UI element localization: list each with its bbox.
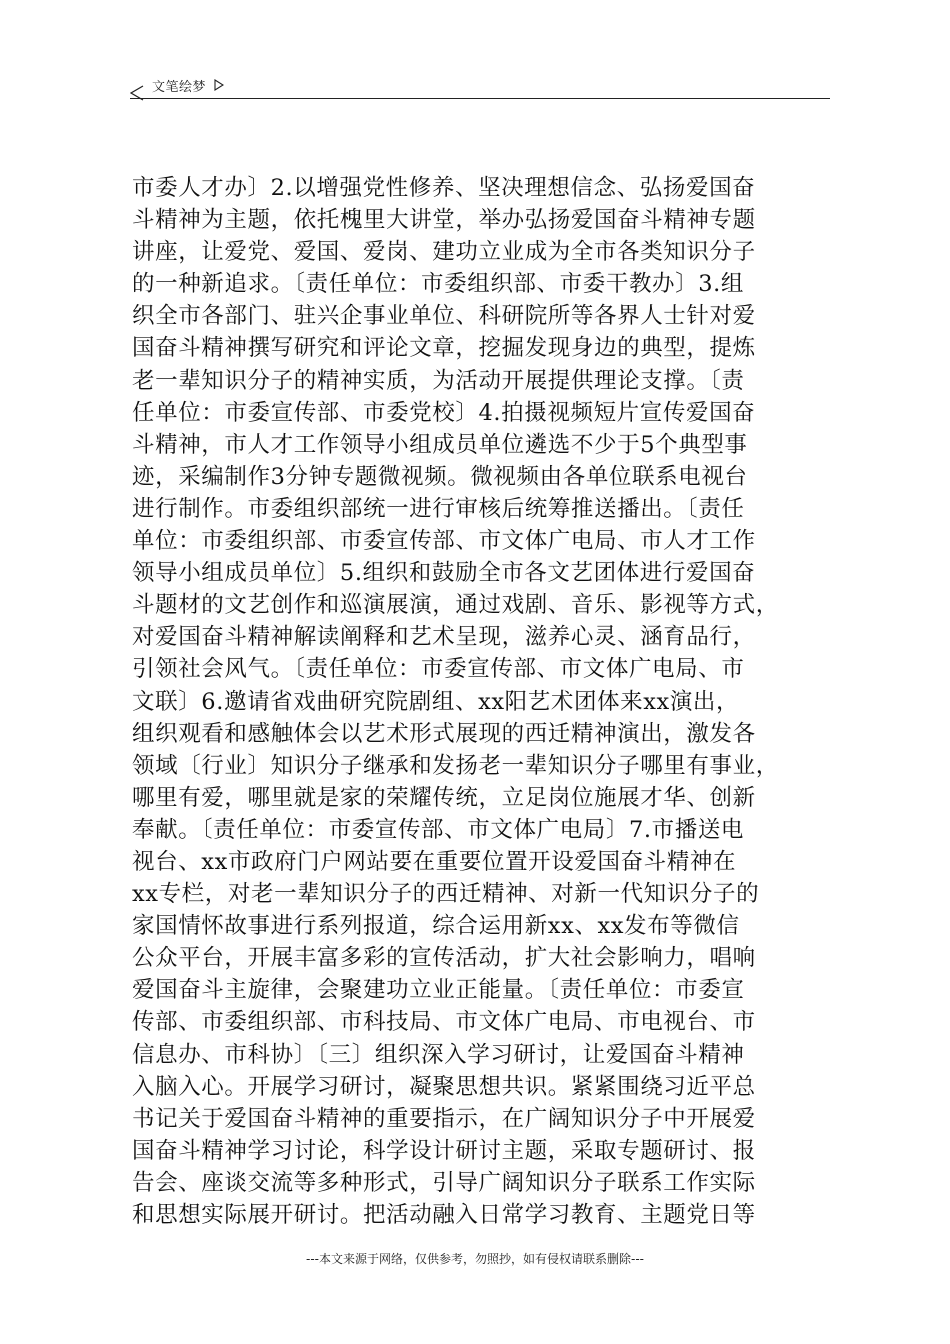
- text-line: 领导小组成员单位〕5.组织和鼓励全市各文艺团体进行爱国奋: [132, 560, 756, 587]
- text-line: 入脑入心。开展学习研讨，凝聚思想共识。紧紧围绕习近平总: [132, 1073, 756, 1100]
- body-text: [132, 172, 836, 1231]
- text-line: 奉献。〔责任单位：市委宣传部、市文体广电局〕7.市播送电: [132, 816, 745, 843]
- text-line: 引领社会风气。〔责任单位：市委宣传部、市文体广电局、市: [132, 656, 745, 683]
- text-line: 市委人才办〕2.以增强党性修养、坚决理想信念、弘扬爱国奋: [132, 175, 756, 201]
- text-line: 爱国奋斗主旋律，会聚建功立业正能量。〔责任单位：市委宣: [132, 977, 745, 1004]
- text-line: 信息办、市科协〕〔三〕组织深入学习研讨，让爱国奋斗精神: [132, 1041, 745, 1068]
- text-line: 斗精神为主题，依托槐里大讲堂，举办弘扬爱国奋斗精神专题: [132, 207, 756, 234]
- text-line: 迹，采编制作3分钟专题微视频。微视频由各单位联系电视台: [132, 463, 748, 490]
- footer-disclaimer: ---本文来源于网络，仅供参考，勿照抄，如有侵权请联系删除---: [306, 1252, 644, 1266]
- page-header: [130, 74, 830, 99]
- text-line: 组织观看和感触体会以艺术形式展现的西迁精神演出，激发各: [132, 720, 756, 747]
- text-line: 织全市各部门、驻兴企事业单位、科研院所等各界人士针对爱: [132, 303, 756, 330]
- text-line: 领域〔行业〕知识分子继承和发扬老一辈知识分子哪里有事业，: [132, 752, 779, 779]
- text-line: 斗题材的文艺创作和巡演展演，通过戏剧、音乐、影视等方式，: [132, 592, 779, 619]
- text-line: 任单位：市委宣传部、市委党校〕4.拍摄视频短片宣传爱国奋: [132, 399, 756, 426]
- header-title: 文笔绘梦: [152, 79, 207, 95]
- text-line: 单位：市委组织部、市委宣传部、市文体广电局、市人才工作: [132, 528, 756, 555]
- text-line: xx专栏，对老一辈知识分子的西迁精神、对新一代知识分子的: [132, 881, 760, 908]
- text-line: 视台、xx市政府门户网站要在重要位置开设爱国奋斗精神在: [132, 848, 737, 875]
- text-line: 家国情怀故事进行系列报道，综合运用新xx、xx发布等微信: [132, 913, 740, 940]
- text-line: 的一种新追求。〔责任单位：市委组织部、市委干教办〕3.组: [132, 271, 745, 298]
- triangle-right-icon: [214, 79, 224, 91]
- text-line: 文联〕6.邀请省戏曲研究院剧组、xx阳艺术团体来xx演出，: [132, 688, 740, 715]
- text-line: 和思想实际展开研讨。把活动融入日常学习教育、主题党日等: [132, 1202, 756, 1228]
- text-line: 传部、市委组织部、市科技局、市文体广电局、市电视台、市: [132, 1009, 756, 1036]
- text-line: 国奋斗精神学习讨论，科学设计研讨主题，采取专题研讨、报: [132, 1137, 756, 1164]
- text-line: 进行制作。市委组织部统一进行审核后统筹推送播出。〔责任: [132, 495, 745, 522]
- text-line: 哪里有爱，哪里就是家的荣耀传统，立足岗位施展才华、创新: [132, 784, 756, 811]
- text-line: 对爱国奋斗精神解读阐释和艺术呈现，滋养心灵、涵育品行，: [132, 624, 756, 651]
- text-line: 国奋斗精神撰写研究和评论文章，挖掘发现身边的典型，提炼: [132, 335, 756, 362]
- text-line: 斗精神，市人才工作领导小组成员单位遴选不少于5个典型事: [132, 431, 748, 458]
- text-line: 书记关于爱国奋斗精神的重要指示，在广阔知识分子中开展爱: [132, 1105, 756, 1132]
- text-line: 老一辈知识分子的精神实质，为活动开展提供理论支撑。〔责: [132, 367, 745, 394]
- text-line: 讲座，让爱党、爱国、爱岗、建功立业成为全市各类知识分子: [132, 239, 756, 266]
- text-line: 告会、座谈交流等多种形式，引导广阔知识分子联系工作实际: [132, 1169, 756, 1196]
- text-line: 公众平台，开展丰富多彩的宣传活动，扩大社会影响力，唱响: [132, 945, 756, 972]
- header-inner: [130, 74, 224, 96]
